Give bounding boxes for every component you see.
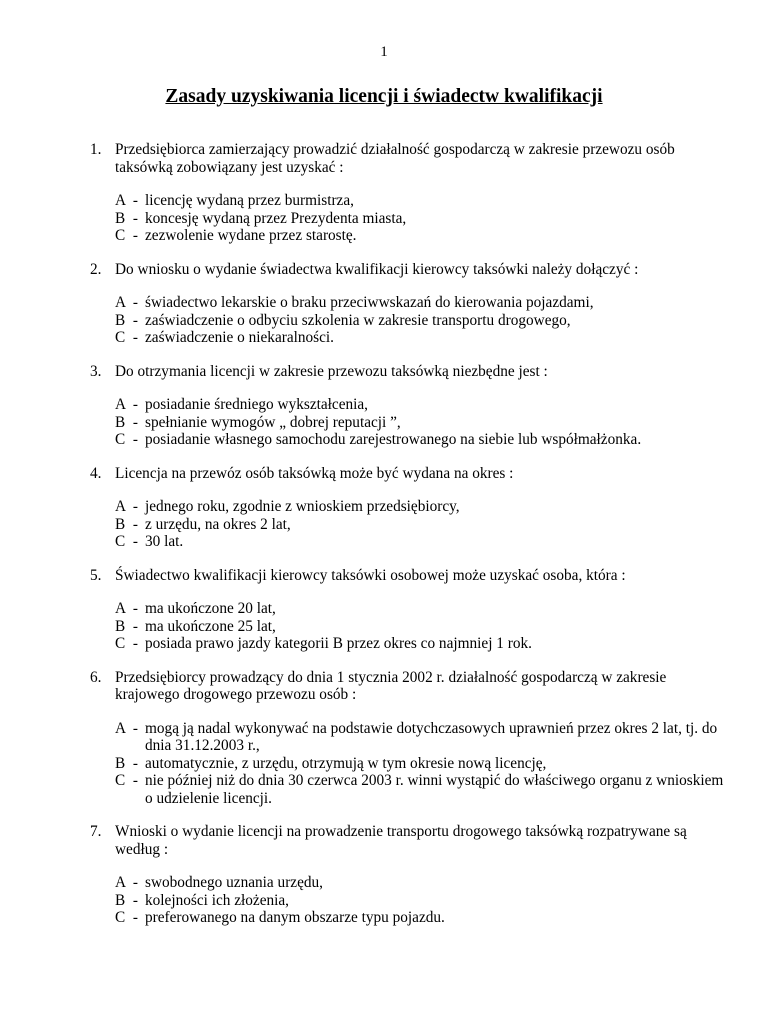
- question-list: [90, 141, 730, 943]
- question-3: [90, 363, 730, 449]
- answer-text: ma ukończone 25 lat,: [145, 617, 276, 635]
- question-text: Licencja na przewóz osób taksówką może być wydana na okres :: [115, 464, 514, 482]
- answer-label: A -: [115, 600, 138, 617]
- question-5: [90, 567, 730, 653]
- answer-label: B -: [115, 754, 138, 772]
- answer-c: [115, 635, 730, 653]
- answer-label: C -: [115, 431, 138, 448]
- answer-a: [115, 720, 730, 755]
- question-number: 2.: [90, 260, 102, 278]
- answer-text: ma ukończone 20 lat,: [145, 600, 276, 617]
- answer-list: [115, 294, 730, 347]
- answer-b: [115, 312, 730, 330]
- question-text: Przedsiębiorca zamierzający prowadzić działalność gospodarczą w zakresie przewozu osób taksówką zobowiązany jest uzyskać :: [115, 141, 675, 176]
- question-text: Do otrzymania licencji w zakresie przewozu taksówką niezbędne jest :: [115, 362, 548, 380]
- answer-b: [115, 618, 730, 636]
- answer-label: A -: [115, 498, 138, 515]
- question-text: Do wniosku o wydanie świadectwa kwalifikacji kierowcy taksówki należy dołączyć :: [115, 260, 639, 278]
- question-7: [90, 823, 730, 927]
- page-number: 1: [380, 44, 388, 60]
- answer-a: [115, 498, 730, 516]
- answer-label: B -: [115, 515, 138, 533]
- answer-c: [115, 329, 730, 347]
- answer-list: [115, 192, 730, 245]
- answer-label: B -: [115, 617, 138, 635]
- answer-text: 30 lat.: [145, 533, 184, 550]
- answer-b: [115, 210, 730, 228]
- answer-list: [115, 874, 730, 927]
- question-4: [90, 465, 730, 551]
- answer-list: [115, 600, 730, 653]
- answer-c: [115, 909, 730, 927]
- question-number: 4.: [90, 464, 102, 482]
- answer-c: [115, 772, 730, 807]
- question-text: Wnioski o wydanie licencji na prowadzenie transportu drogowego taksówką rozpatrywane są według :: [115, 823, 687, 858]
- answer-text: zaświadczenie o odbyciu szkolenia w zakresie transportu drogowego,: [145, 311, 571, 329]
- answer-text: mogą ją nadal wykonywać na podstawie dotychczasowych uprawnień przez okres 2 lat, tj. do dnia 31.12.2003 r.,: [145, 719, 718, 754]
- answer-text: licencję wydaną przez burmistrza,: [145, 192, 354, 209]
- answer-label: B -: [115, 209, 138, 227]
- answer-list: [115, 720, 730, 808]
- answer-label: B -: [115, 413, 138, 431]
- question-number: 6.: [90, 668, 102, 686]
- answer-label: A -: [115, 192, 138, 209]
- question-6: [90, 669, 730, 808]
- answer-label: C -: [115, 227, 138, 244]
- answer-text: preferowanego na danym obszarze typu pojazdu.: [145, 909, 445, 926]
- answer-c: [115, 431, 730, 449]
- answer-text: koncesję wydaną przez Prezydenta miasta,: [145, 209, 407, 227]
- answer-a: [115, 874, 730, 892]
- answer-label: A -: [115, 396, 138, 413]
- answer-list: [115, 498, 730, 551]
- answer-a: [115, 396, 730, 414]
- question-text: Świadectwo kwalifikacji kierowcy taksówki osobowej może uzyskać osoba, która :: [115, 566, 626, 584]
- document-title: Zasady uzyskiwania licencji i świadectw kwalifikacji: [165, 86, 603, 107]
- answer-label: A -: [115, 719, 138, 737]
- answer-text: zezwolenie wydane przez starostę.: [145, 227, 357, 244]
- answer-label: C -: [115, 909, 138, 926]
- answer-label: A -: [115, 874, 138, 891]
- answer-b: [115, 516, 730, 534]
- answer-text: kolejności ich złożenia,: [145, 891, 289, 909]
- answer-b: [115, 892, 730, 910]
- answer-label: B -: [115, 891, 138, 909]
- answer-b: [115, 755, 730, 773]
- question-number: 3.: [90, 362, 102, 380]
- question-number: 7.: [90, 823, 102, 840]
- answer-a: [115, 294, 730, 312]
- question-1: [90, 141, 730, 245]
- answer-label: C -: [115, 533, 138, 550]
- answer-c: [115, 227, 730, 245]
- answer-text: posiadanie własnego samochodu zarejestrowanego na siebie lub współmałżonka.: [145, 431, 642, 448]
- answer-label: C -: [115, 635, 138, 652]
- question-number: 1.: [90, 141, 102, 158]
- answer-label: A -: [115, 294, 138, 311]
- answer-list: [115, 396, 730, 449]
- answer-text: automatycznie, z urzędu, otrzymują w tym okresie nową licencję,: [145, 754, 547, 772]
- answer-text: spełnianie wymogów „ dobrej reputacji ”,: [145, 413, 401, 431]
- answer-text: posiadanie średniego wykształcenia,: [145, 396, 368, 413]
- question-number: 5.: [90, 566, 102, 584]
- answer-label: C -: [115, 329, 138, 346]
- answer-text: jednego roku, zgodnie z wnioskiem przedsiębiorcy,: [145, 498, 460, 515]
- answer-a: [115, 192, 730, 210]
- answer-c: [115, 533, 730, 551]
- answer-b: [115, 414, 730, 432]
- question-2: [90, 261, 730, 347]
- answer-text: zaświadczenie o niekaralności.: [145, 329, 334, 346]
- question-text: Przedsiębiorcy prowadzący do dnia 1 stycznia 2002 r. działalność gospodarczą w zakresie krajowego drogowego przewozu osób :: [115, 668, 667, 703]
- answer-text: świadectwo lekarskie o braku przeciwwskazań do kierowania pojazdami,: [145, 294, 594, 311]
- answer-text: nie później niż do dnia 30 czerwca 2003 r. winni wystąpić do właściwego organu z wnioskiem o udzielenie licencji.: [145, 772, 724, 807]
- answer-a: [115, 600, 730, 618]
- answer-text: posiada prawo jazdy kategorii B przez okres co najmniej 1 rok.: [145, 635, 532, 652]
- answer-text: z urzędu, na okres 2 lat,: [145, 515, 291, 533]
- answer-label: C -: [115, 772, 138, 789]
- answer-text: swobodnego uznania urzędu,: [145, 874, 323, 891]
- answer-label: B -: [115, 311, 138, 329]
